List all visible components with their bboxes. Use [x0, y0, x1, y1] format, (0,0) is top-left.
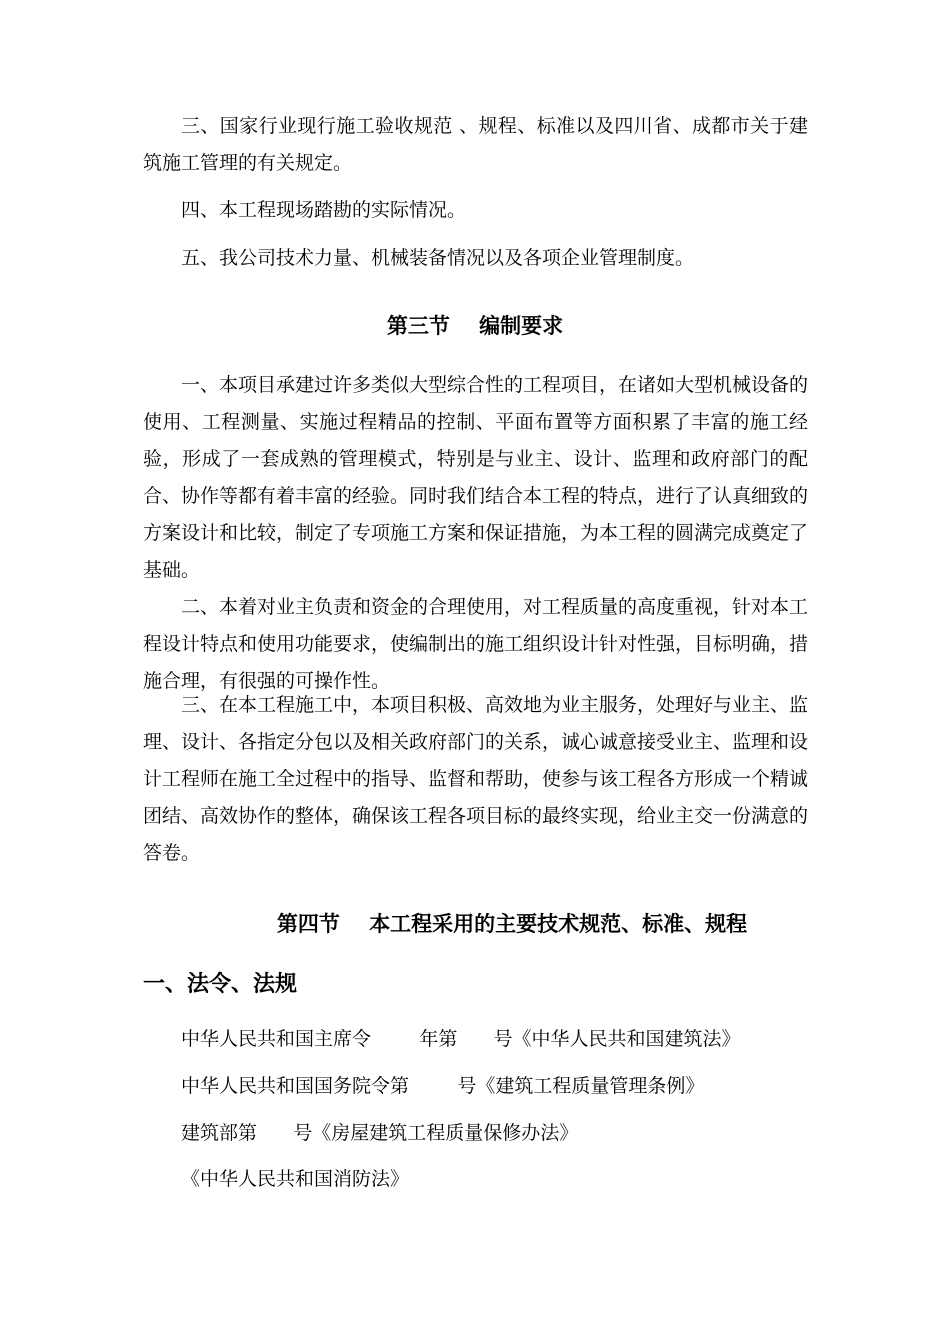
section-3-paragraph-2: 二、本着对业主负责和资金的合理使用，对工程质量的高度重视，针对本工程设计特点和使用功能要求，使编制出的施工组织设计针对性强，目标明确，措施合理，有很强的可操作性。: [143, 596, 809, 692]
law-item-2: 中华人民共和国国务院令第 号《建筑工程质量管理条例》: [181, 1075, 705, 1097]
basis-item-4: 四、本工程现场踏勘的实际情况。: [181, 199, 467, 221]
law-item-1: 中华人民共和国主席令 年第 号《中华人民共和国建筑法》: [181, 1028, 741, 1050]
section-3-paragraph-1: 一、本项目承建过许多类似大型综合性的工程项目，在诸如大型机械设备的使用、工程测量、实施过程精品的控制、平面布置等方面积累了丰富的施工经验，形成了一套成熟的管理模式，特别是与业主、设计、监理和政府部门的配合、协作等都有着丰富的经验。同时我们结合本工程的特点，进行了认真细致的方案设计和比较，制定了专项施工方案和保证措施，为本工程的圆满完成奠定了基础。: [143, 374, 809, 581]
law-item-3: 建筑部第 号《房屋建筑工程质量保修办法》: [181, 1122, 579, 1144]
law-item-4: 《中华人民共和国消防法》: [181, 1168, 410, 1190]
laws-subheading: 一、法令、法规: [143, 971, 298, 997]
section-4-title: 第四节 本工程采用的主要技术规范、标准、规程: [276, 911, 748, 936]
section-3-title: 第三节 编制要求: [386, 313, 564, 338]
basis-item-5: 五、我公司技术力量、机械装备情况以及各项企业管理制度。: [181, 247, 695, 269]
section-3-paragraph-3: 三、在本工程施工中，本项目积极、高效地为业主服务，处理好与业主、监理、设计、各指定分包以及相关政府部门的关系，诚心诚意接受业主、监理和设计工程师在施工全过程中的指导、监督和帮助，使参与该工程各方形成一个精诚团结、高效协作的整体，确保该工程各项目标的最终实现，给业主交一份满意的答卷。: [143, 694, 809, 864]
basis-item-3: 三、国家行业现行施工验收规范 、规程、标准以及四川省、成都市关于建筑施工管理的有关规定。: [143, 115, 808, 174]
